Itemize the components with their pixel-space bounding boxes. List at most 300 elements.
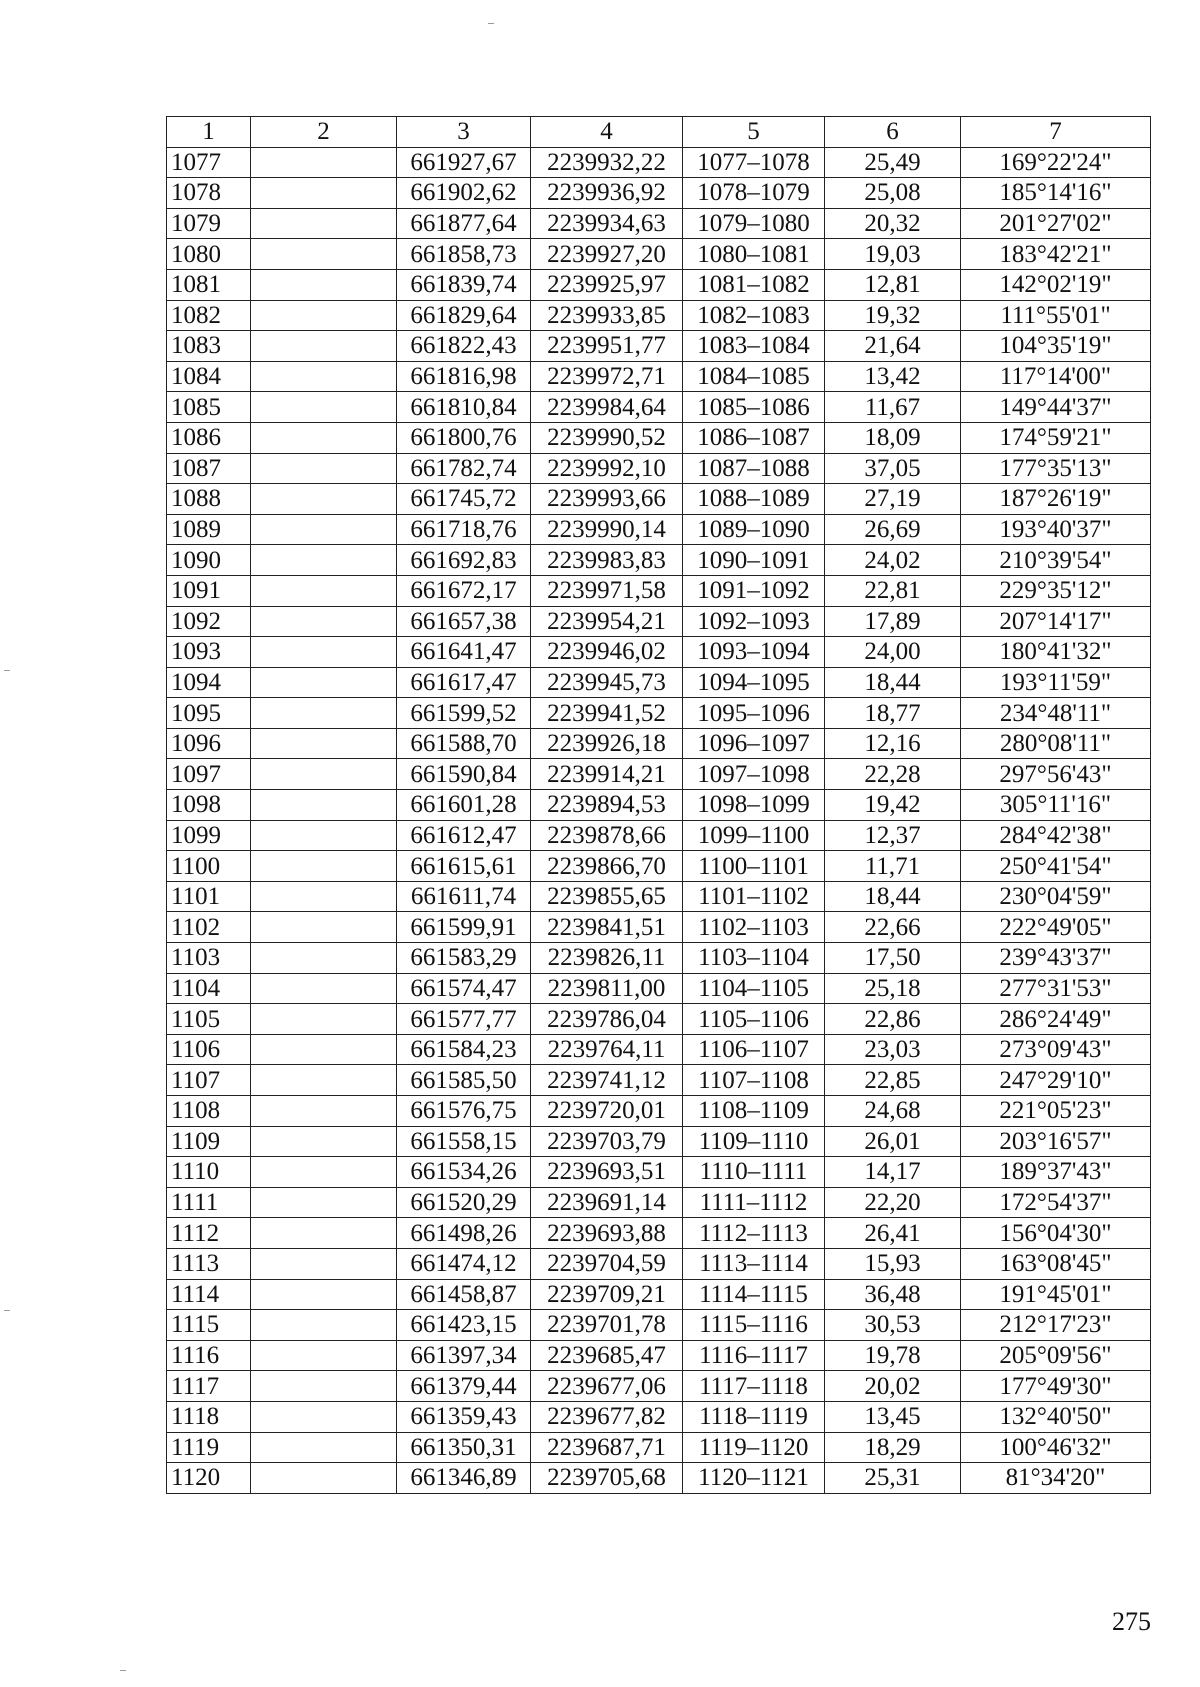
x-coordinate-cell: 661745,72 [397,484,531,515]
x-coordinate-cell: 661617,47 [397,667,531,698]
x-coordinate-cell: 661474,12 [397,1248,531,1279]
bearing-cell: 191°45'01" [961,1279,1151,1310]
y-coordinate-cell: 2239685,47 [531,1340,683,1371]
point-number-cell: 1093 [167,637,251,668]
table-row [167,361,1151,392]
segment-cell: 1086–1087 [683,422,825,453]
bearing-cell: 222°49'05" [961,912,1151,943]
empty-cell [251,1034,397,1065]
empty-cell [251,851,397,882]
empty-cell [251,1065,397,1096]
y-coordinate-cell: 2239914,21 [531,759,683,790]
table-row [167,667,1151,698]
y-coordinate-cell: 2239677,82 [531,1401,683,1432]
empty-cell [251,1126,397,1157]
point-number-cell: 1080 [167,239,251,270]
table-row [167,728,1151,759]
table-row [167,1218,1151,1249]
length-cell: 22,85 [825,1065,961,1096]
y-coordinate-cell: 2239983,83 [531,545,683,576]
table-row [167,331,1151,362]
y-coordinate-cell: 2239687,71 [531,1432,683,1463]
segment-cell: 1106–1107 [683,1034,825,1065]
column-header: 5 [683,117,825,148]
point-number-cell: 1079 [167,208,251,239]
point-number-cell: 1086 [167,422,251,453]
empty-cell [251,637,397,668]
empty-cell [251,239,397,270]
empty-cell [251,178,397,209]
segment-cell: 1100–1101 [683,851,825,882]
empty-cell [251,453,397,484]
table-header-row [167,117,1151,148]
bearing-cell: 132°40'50" [961,1401,1151,1432]
table-row [167,1157,1151,1188]
point-number-cell: 1107 [167,1065,251,1096]
y-coordinate-cell: 2239855,65 [531,881,683,912]
bearing-cell: 305°11'16" [961,790,1151,821]
segment-cell: 1084–1085 [683,361,825,392]
point-number-cell: 1110 [167,1157,251,1188]
segment-cell: 1085–1086 [683,392,825,423]
segment-cell: 1081–1082 [683,269,825,300]
segment-cell: 1117–1118 [683,1371,825,1402]
x-coordinate-cell: 661601,28 [397,790,531,821]
length-cell: 12,37 [825,820,961,851]
length-cell: 21,64 [825,331,961,362]
x-coordinate-cell: 661576,75 [397,1096,531,1127]
bearing-cell: 172°54'37" [961,1187,1151,1218]
table-row [167,545,1151,576]
length-cell: 25,49 [825,147,961,178]
bearing-cell: 104°35'19" [961,331,1151,362]
bearing-cell: 221°05'23" [961,1096,1151,1127]
length-cell: 22,66 [825,912,961,943]
table-row [167,1310,1151,1341]
y-coordinate-cell: 2239945,73 [531,667,683,698]
y-coordinate-cell: 2239971,58 [531,575,683,606]
point-number-cell: 1078 [167,178,251,209]
table-row [167,484,1151,515]
y-coordinate-cell: 2239972,71 [531,361,683,392]
point-number-cell: 1088 [167,484,251,515]
empty-cell [251,147,397,178]
table-row [167,1279,1151,1310]
table-row [167,698,1151,729]
segment-cell: 1101–1102 [683,881,825,912]
empty-cell [251,331,397,362]
table-row [167,1340,1151,1371]
bearing-cell: 277°31'53" [961,973,1151,1004]
empty-cell [251,698,397,729]
length-cell: 12,16 [825,728,961,759]
bearing-cell: 187°26'19" [961,484,1151,515]
point-number-cell: 1102 [167,912,251,943]
point-number-cell: 1081 [167,269,251,300]
x-coordinate-cell: 661927,67 [397,147,531,178]
bearing-cell: 177°49'30" [961,1371,1151,1402]
x-coordinate-cell: 661534,26 [397,1157,531,1188]
table-row [167,1065,1151,1096]
y-coordinate-cell: 2239693,51 [531,1157,683,1188]
empty-cell [251,943,397,974]
y-coordinate-cell: 2239841,51 [531,912,683,943]
y-coordinate-cell: 2239691,14 [531,1187,683,1218]
bearing-cell: 174°59'21" [961,422,1151,453]
length-cell: 26,01 [825,1126,961,1157]
table-row [167,453,1151,484]
empty-cell [251,606,397,637]
empty-cell [251,392,397,423]
segment-cell: 1120–1121 [683,1463,825,1494]
segment-cell: 1083–1084 [683,331,825,362]
y-coordinate-cell: 2239927,20 [531,239,683,270]
x-coordinate-cell: 661858,73 [397,239,531,270]
table-row [167,1463,1151,1494]
x-coordinate-cell: 661599,52 [397,698,531,729]
bearing-cell: 81°34'20" [961,1463,1151,1494]
segment-cell: 1109–1110 [683,1126,825,1157]
y-coordinate-cell: 2239990,14 [531,514,683,545]
y-coordinate-cell: 2239954,21 [531,606,683,637]
point-number-cell: 1115 [167,1310,251,1341]
table-row [167,208,1151,239]
length-cell: 22,86 [825,1004,961,1035]
bearing-cell: 156°04'30" [961,1218,1151,1249]
length-cell: 18,29 [825,1432,961,1463]
length-cell: 11,67 [825,392,961,423]
bearing-cell: 247°29'10" [961,1065,1151,1096]
point-number-cell: 1077 [167,147,251,178]
y-coordinate-cell: 2239866,70 [531,851,683,882]
segment-cell: 1080–1081 [683,239,825,270]
empty-cell [251,667,397,698]
point-number-cell: 1101 [167,881,251,912]
bearing-cell: 117°14'00" [961,361,1151,392]
length-cell: 22,20 [825,1187,961,1218]
bearing-cell: 280°08'11" [961,728,1151,759]
length-cell: 30,53 [825,1310,961,1341]
length-cell: 19,03 [825,239,961,270]
segment-cell: 1104–1105 [683,973,825,1004]
y-coordinate-cell: 2239878,66 [531,820,683,851]
point-number-cell: 1095 [167,698,251,729]
x-coordinate-cell: 661558,15 [397,1126,531,1157]
point-number-cell: 1114 [167,1279,251,1310]
point-number-cell: 1097 [167,759,251,790]
length-cell: 14,17 [825,1157,961,1188]
length-cell: 26,69 [825,514,961,545]
x-coordinate-cell: 661458,87 [397,1279,531,1310]
segment-cell: 1108–1109 [683,1096,825,1127]
x-coordinate-cell: 661672,17 [397,575,531,606]
table-row [167,392,1151,423]
point-number-cell: 1087 [167,453,251,484]
empty-cell [251,820,397,851]
point-number-cell: 1118 [167,1401,251,1432]
length-cell: 25,31 [825,1463,961,1494]
segment-cell: 1093–1094 [683,637,825,668]
coordinates-table [166,116,1151,1494]
empty-cell [251,300,397,331]
point-number-cell: 1091 [167,575,251,606]
length-cell: 12,81 [825,269,961,300]
empty-cell [251,1340,397,1371]
bearing-cell: 297°56'43" [961,759,1151,790]
length-cell: 11,71 [825,851,961,882]
point-number-cell: 1092 [167,606,251,637]
y-coordinate-cell: 2239941,52 [531,698,683,729]
y-coordinate-cell: 2239705,68 [531,1463,683,1494]
table-row [167,790,1151,821]
empty-cell [251,790,397,821]
table-row [167,1187,1151,1218]
bearing-cell: 100°46'32" [961,1432,1151,1463]
empty-cell [251,1096,397,1127]
scan-artifact [488,23,494,24]
empty-cell [251,912,397,943]
x-coordinate-cell: 661782,74 [397,453,531,484]
point-number-cell: 1108 [167,1096,251,1127]
empty-cell [251,545,397,576]
table-row [167,1371,1151,1402]
y-coordinate-cell: 2239693,88 [531,1218,683,1249]
bearing-cell: 284°42'38" [961,820,1151,851]
table-row [167,759,1151,790]
x-coordinate-cell: 661590,84 [397,759,531,790]
point-number-cell: 1116 [167,1340,251,1371]
bearing-cell: 210°39'54" [961,545,1151,576]
bearing-cell: 273°09'43" [961,1034,1151,1065]
table-row [167,1401,1151,1432]
column-header: 4 [531,117,683,148]
length-cell: 17,50 [825,943,961,974]
point-number-cell: 1098 [167,790,251,821]
segment-cell: 1118–1119 [683,1401,825,1432]
point-number-cell: 1083 [167,331,251,362]
bearing-cell: 201°27'02" [961,208,1151,239]
empty-cell [251,422,397,453]
segment-cell: 1088–1089 [683,484,825,515]
column-header: 3 [397,117,531,148]
table-row [167,422,1151,453]
x-coordinate-cell: 661599,91 [397,912,531,943]
point-number-cell: 1109 [167,1126,251,1157]
length-cell: 13,45 [825,1401,961,1432]
x-coordinate-cell: 661520,29 [397,1187,531,1218]
length-cell: 22,28 [825,759,961,790]
bearing-cell: 183°42'21" [961,239,1151,270]
x-coordinate-cell: 661718,76 [397,514,531,545]
x-coordinate-cell: 661588,70 [397,728,531,759]
segment-cell: 1102–1103 [683,912,825,943]
point-number-cell: 1113 [167,1248,251,1279]
bearing-cell: 169°22'24" [961,147,1151,178]
bearing-cell: 193°40'37" [961,514,1151,545]
segment-cell: 1090–1091 [683,545,825,576]
bearing-cell: 212°17'23" [961,1310,1151,1341]
point-number-cell: 1112 [167,1218,251,1249]
length-cell: 27,19 [825,484,961,515]
empty-cell [251,1310,397,1341]
segment-cell: 1119–1120 [683,1432,825,1463]
bearing-cell: 230°04'59" [961,881,1151,912]
point-number-cell: 1119 [167,1432,251,1463]
y-coordinate-cell: 2239677,06 [531,1371,683,1402]
table-row [167,1126,1151,1157]
bearing-cell: 163°08'45" [961,1248,1151,1279]
point-number-cell: 1120 [167,1463,251,1494]
segment-cell: 1110–1111 [683,1157,825,1188]
empty-cell [251,484,397,515]
segment-cell: 1099–1100 [683,820,825,851]
length-cell: 24,68 [825,1096,961,1127]
bearing-cell: 177°35'13" [961,453,1151,484]
length-cell: 18,44 [825,881,961,912]
length-cell: 20,32 [825,208,961,239]
table-row [167,1096,1151,1127]
segment-cell: 1115–1116 [683,1310,825,1341]
table-row [167,147,1151,178]
segment-cell: 1113–1114 [683,1248,825,1279]
x-coordinate-cell: 661692,83 [397,545,531,576]
bearing-cell: 180°41'32" [961,637,1151,668]
y-coordinate-cell: 2239932,22 [531,147,683,178]
segment-cell: 1112–1113 [683,1218,825,1249]
bearing-cell: 205°09'56" [961,1340,1151,1371]
empty-cell [251,728,397,759]
x-coordinate-cell: 661822,43 [397,331,531,362]
scan-artifact [4,670,10,671]
y-coordinate-cell: 2239925,97 [531,269,683,300]
empty-cell [251,1004,397,1035]
segment-cell: 1098–1099 [683,790,825,821]
y-coordinate-cell: 2239701,78 [531,1310,683,1341]
segment-cell: 1114–1115 [683,1279,825,1310]
column-header: 2 [251,117,397,148]
segment-cell: 1116–1117 [683,1340,825,1371]
x-coordinate-cell: 661583,29 [397,943,531,974]
segment-cell: 1087–1088 [683,453,825,484]
x-coordinate-cell: 661350,31 [397,1432,531,1463]
table-body [167,147,1151,1493]
bearing-cell: 142°02'19" [961,269,1151,300]
table-row [167,1004,1151,1035]
point-number-cell: 1100 [167,851,251,882]
empty-cell [251,269,397,300]
length-cell: 19,42 [825,790,961,821]
segment-cell: 1091–1092 [683,575,825,606]
bearing-cell: 203°16'57" [961,1126,1151,1157]
x-coordinate-cell: 661816,98 [397,361,531,392]
segment-cell: 1082–1083 [683,300,825,331]
empty-cell [251,361,397,392]
x-coordinate-cell: 661346,89 [397,1463,531,1494]
table-row [167,1034,1151,1065]
point-number-cell: 1106 [167,1034,251,1065]
point-number-cell: 1117 [167,1371,251,1402]
length-cell: 25,18 [825,973,961,1004]
length-cell: 25,08 [825,178,961,209]
table-row [167,178,1151,209]
table-row [167,606,1151,637]
segment-cell: 1089–1090 [683,514,825,545]
length-cell: 26,41 [825,1218,961,1249]
segment-cell: 1078–1079 [683,178,825,209]
y-coordinate-cell: 2239984,64 [531,392,683,423]
length-cell: 36,48 [825,1279,961,1310]
table-row [167,575,1151,606]
length-cell: 18,09 [825,422,961,453]
x-coordinate-cell: 661902,62 [397,178,531,209]
length-cell: 22,81 [825,575,961,606]
empty-cell [251,1248,397,1279]
y-coordinate-cell: 2239926,18 [531,728,683,759]
length-cell: 20,02 [825,1371,961,1402]
empty-cell [251,1432,397,1463]
length-cell: 24,00 [825,637,961,668]
empty-cell [251,973,397,1004]
bearing-cell: 229°35'12" [961,575,1151,606]
y-coordinate-cell: 2239826,11 [531,943,683,974]
table-row [167,881,1151,912]
x-coordinate-cell: 661829,64 [397,300,531,331]
y-coordinate-cell: 2239764,11 [531,1034,683,1065]
point-number-cell: 1089 [167,514,251,545]
empty-cell [251,1187,397,1218]
x-coordinate-cell: 661877,64 [397,208,531,239]
x-coordinate-cell: 661839,74 [397,269,531,300]
empty-cell [251,759,397,790]
y-coordinate-cell: 2239720,01 [531,1096,683,1127]
y-coordinate-cell: 2239704,59 [531,1248,683,1279]
empty-cell [251,1279,397,1310]
segment-cell: 1094–1095 [683,667,825,698]
x-coordinate-cell: 661397,34 [397,1340,531,1371]
x-coordinate-cell: 661612,47 [397,820,531,851]
bearing-cell: 111°55'01" [961,300,1151,331]
y-coordinate-cell: 2239934,63 [531,208,683,239]
length-cell: 13,42 [825,361,961,392]
point-number-cell: 1099 [167,820,251,851]
point-number-cell: 1104 [167,973,251,1004]
x-coordinate-cell: 661585,50 [397,1065,531,1096]
length-cell: 19,32 [825,300,961,331]
length-cell: 15,93 [825,1248,961,1279]
column-header: 6 [825,117,961,148]
scan-artifact [120,1670,126,1671]
length-cell: 18,77 [825,698,961,729]
segment-cell: 1107–1108 [683,1065,825,1096]
table-row [167,1432,1151,1463]
length-cell: 23,03 [825,1034,961,1065]
bearing-cell: 149°44'37" [961,392,1151,423]
segment-cell: 1097–1098 [683,759,825,790]
table-row [167,1248,1151,1279]
y-coordinate-cell: 2239933,85 [531,300,683,331]
segment-cell: 1095–1096 [683,698,825,729]
segment-cell: 1105–1106 [683,1004,825,1035]
page-number: 275 [1112,1607,1151,1636]
y-coordinate-cell: 2239703,79 [531,1126,683,1157]
y-coordinate-cell: 2239992,10 [531,453,683,484]
y-coordinate-cell: 2239990,52 [531,422,683,453]
empty-cell [251,881,397,912]
y-coordinate-cell: 2239993,66 [531,484,683,515]
length-cell: 18,44 [825,667,961,698]
x-coordinate-cell: 661359,43 [397,1401,531,1432]
empty-cell [251,575,397,606]
